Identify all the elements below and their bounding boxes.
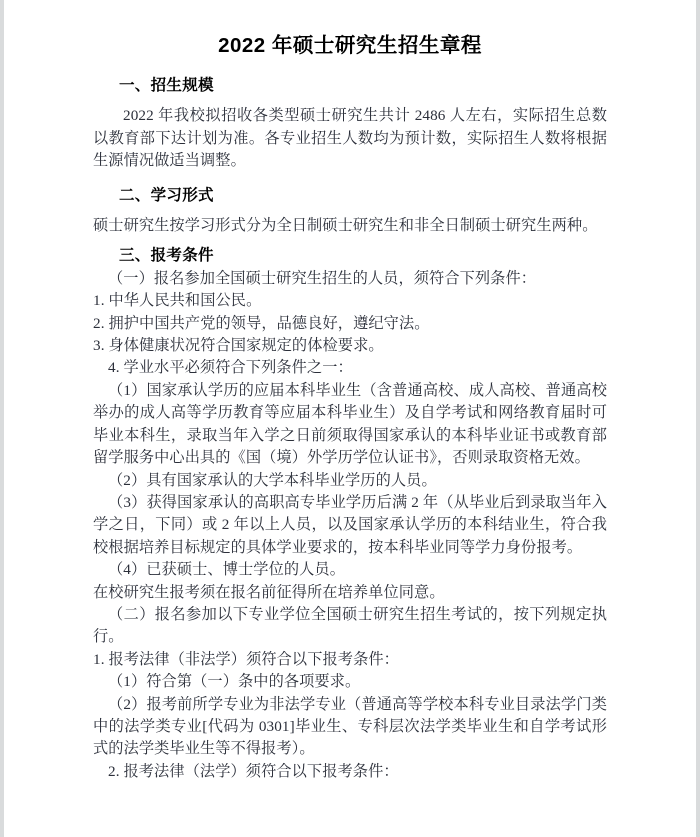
section-heading-3: 三、报考条件 xyxy=(119,247,214,265)
list-item: （2）具有国家承认的大学本科毕业学历的人员。 xyxy=(108,471,437,489)
list-item: （1）符合第（一）条中的各项要求。 xyxy=(108,673,361,691)
paragraph: （一）报名参加全国硕士研究生招生的人员，须符合下列条件： xyxy=(108,269,537,287)
document-page xyxy=(4,0,696,837)
section-heading-1: 一、招生规模 xyxy=(119,77,214,94)
list-item: （2）报考前所学专业为非法学专业（普通高等学校本科专业目录法学门类中的法学类专业[代码为 0301]毕业生、专科层次法学类毕业生和自学考试形式的法学类毕业生等不得报考）。 xyxy=(93,695,607,758)
spacer-after-title xyxy=(93,59,607,75)
spacer xyxy=(93,173,607,185)
page-title: 2022 年硕士研究生招生章程 xyxy=(218,34,482,57)
section-heading-2: 二、学习形式 xyxy=(119,186,214,204)
spacer xyxy=(93,237,607,245)
list-item: 1. 中华人民共和国公民。 xyxy=(93,292,262,310)
paragraph: 2022 年我校拟招收各类型硕士研究生共计 2486 人左右，实际招生总数以教育部下达计划为准。各专业招生人数均为预计数，实际招生人数将根据生源情况做适当调整。 xyxy=(93,107,607,170)
list-item: （4）已获硕士、博士学位的人员。 xyxy=(108,561,346,579)
list-item: （1）国家承认学历的应届本科毕业生（含普通高校、成人高校、普通高校举办的成人高等学历教育等应届本科毕业生）及自学考试和网络教育届时可毕业本科生，录取当年入学之日前须取得国家承认的本科毕业证书或教育部留学服务中心出具的《国（境）外学历学位认证书》，否则录取资格无效。 xyxy=(93,381,607,467)
spacer xyxy=(93,207,607,215)
paragraph: 硕士研究生按学习形式分为全日制硕士研究生和非全日制硕士研究生两种。 xyxy=(93,217,598,235)
spacer xyxy=(93,97,607,105)
list-item: 3. 身体健康状况符合国家规定的体检要求。 xyxy=(93,337,384,355)
list-item: （3）获得国家承认的高职高专毕业学历后满 2 年（从毕业后到录取当年入学之日，下同）或 2 年以上人员，以及国家承认学历的本科结业生，符合我校根据培养目标规定的具体学业要求的，按本科毕业同等学力身份报考。 xyxy=(93,493,607,556)
list-item: 4. 学业水平必须符合下列条件之一： xyxy=(108,359,353,377)
paragraph: 在校研究生报考须在报名前征得所在培养单位同意。 xyxy=(93,583,445,601)
document-content xyxy=(93,0,607,783)
list-item: 2. 报考法律（法学）须符合以下报考条件： xyxy=(108,762,399,780)
paragraph: （二）报名参加以下专业学位全国硕士研究生招生考试的，按下列规定执行。 xyxy=(93,605,607,646)
list-item: 1. 报考法律（非法学）须符合以下报考条件： xyxy=(93,650,399,668)
list-item: 2. 拥护中国共产党的领导，品德良好，遵纪守法。 xyxy=(93,314,430,332)
